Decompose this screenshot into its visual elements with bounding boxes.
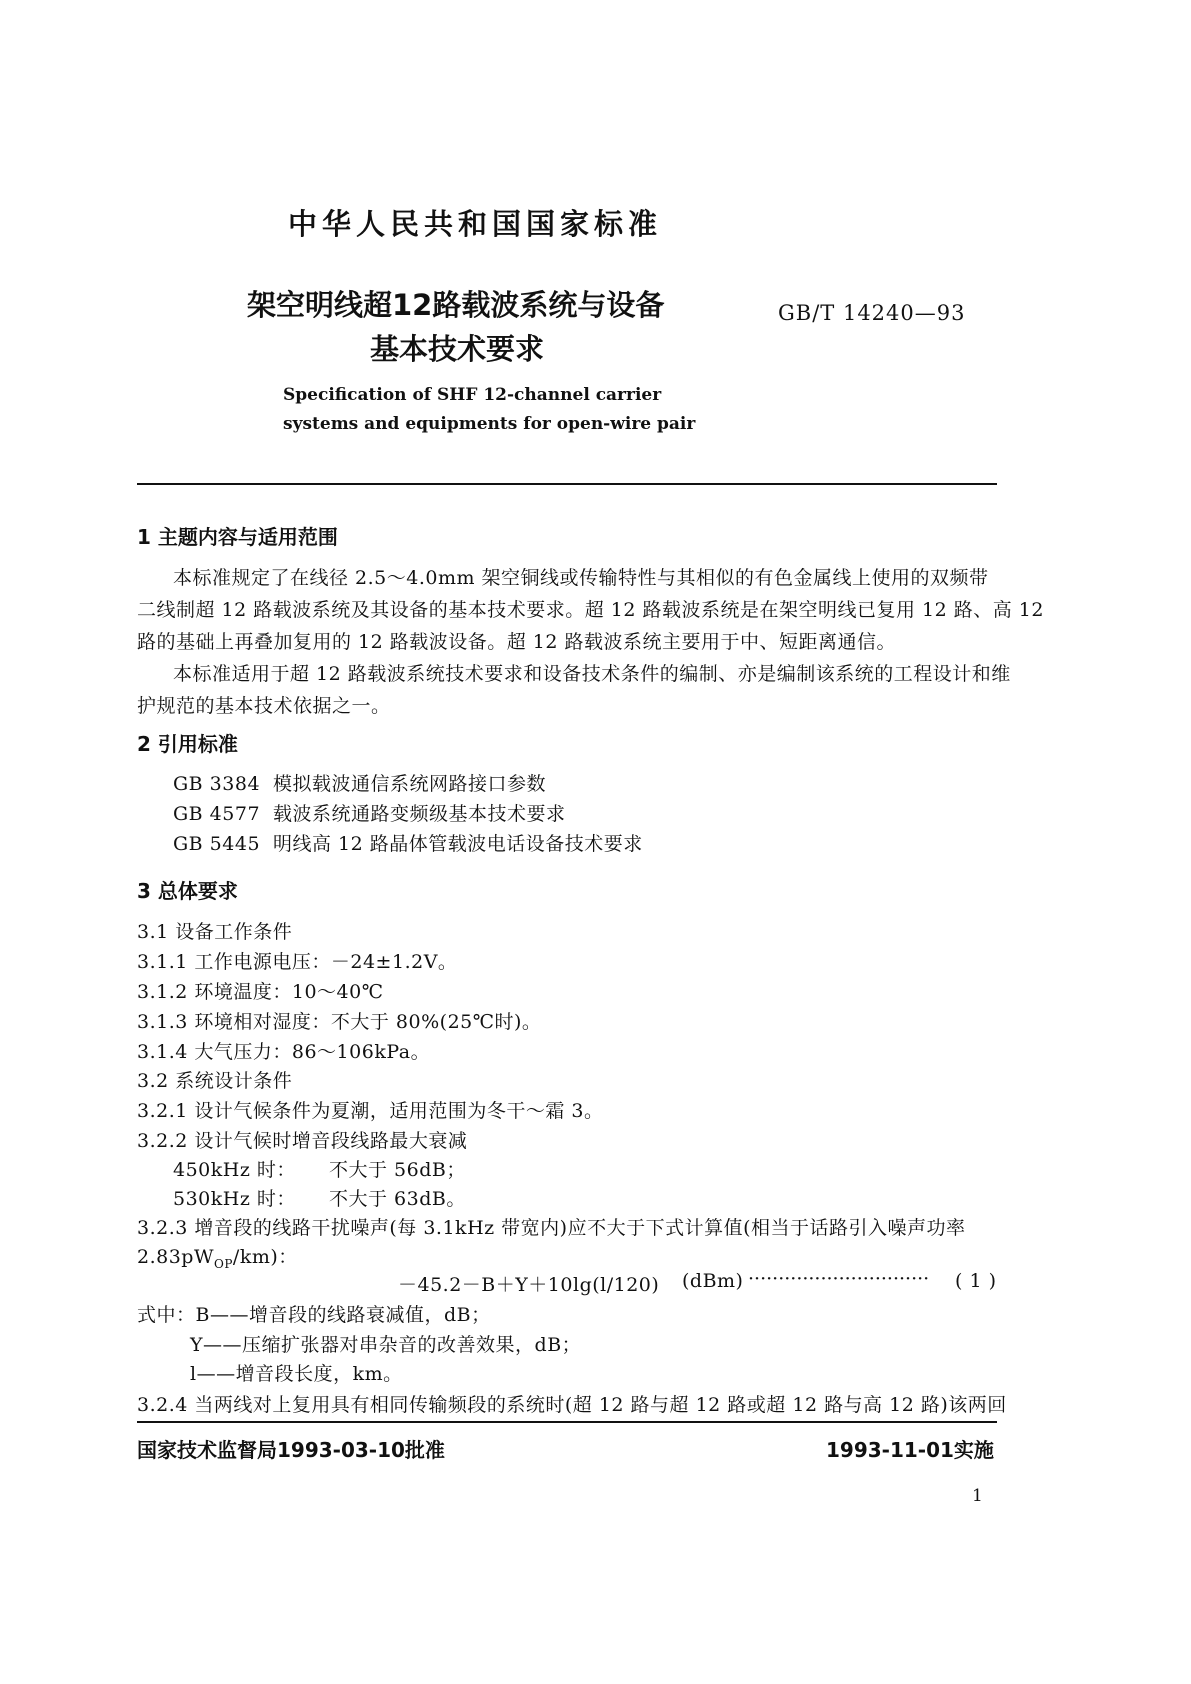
variable-definition-y: Y——压缩扩张器对串杂音的改善效果，dB； — [190, 1334, 582, 1356]
clause-3-2-4: 3.2.4 当两线对上复用具有相同传输频段的系统时(超 12 路与超 12 路或超 12 路与高 12 路)该两回 — [137, 1394, 1007, 1416]
section2-heading: 2 引用标准 — [137, 732, 238, 756]
standard-number: GB/T 14240—93 — [778, 301, 966, 325]
reference-title: 模拟载波通信系统网路接口参数 — [273, 773, 547, 795]
equation-expression: －45.2－B＋Y＋10lg(l/120) — [398, 1274, 660, 1296]
clause-3-2-2: 3.2.2 设计气候时增音段线路最大衰减 — [137, 1130, 468, 1152]
section1-para1-line3: 路的基础上再叠加复用的 12 路载波设备。超 12 路载波系统主要用于中、短距离通信。 — [137, 631, 897, 653]
equation-unit: (dBm) — [682, 1270, 744, 1292]
header-divider — [137, 483, 997, 485]
national-standard-label: 中华人民共和国国家标准 — [288, 207, 663, 241]
reference-title: 明线高 12 路晶体管载波电话设备技术要求 — [273, 833, 643, 855]
noise-power-tail: /km)： — [232, 1246, 298, 1268]
clause-3-1-2: 3.1.2 环境温度：10～40℃ — [137, 981, 384, 1003]
page-number: 1 — [972, 1486, 983, 1506]
reference-code: GB 5445 — [173, 833, 261, 855]
noise-power-subscript: OP — [214, 1256, 233, 1271]
section1-para2-line2: 护规范的基本技术依据之一。 — [137, 695, 391, 717]
clause-3-2-3-line2 — [137, 1242, 298, 1271]
noise-power: 2.83pW — [137, 1246, 214, 1268]
equation-number: ( 1 ) — [955, 1270, 997, 1292]
clause-3-2: 3.2 系统设计条件 — [137, 1070, 293, 1092]
clause-3-1-1: 3.1.1 工作电源电压：－24±1.2V。 — [137, 951, 458, 973]
attenuation-frequency: 530kHz 时： — [173, 1188, 296, 1210]
effective-date: 1993-11-01实施 — [826, 1438, 994, 1462]
footer-divider — [137, 1421, 997, 1423]
title-cn-line2: 基本技术要求 — [370, 332, 545, 366]
approval-date: 国家技术监督局1993-03-10批准 — [137, 1438, 445, 1462]
reference-code: GB 4577 — [173, 803, 261, 825]
reference-item — [173, 769, 546, 796]
clause-3-1-4: 3.1.4 大气压力：86～106kPa。 — [137, 1041, 431, 1063]
attenuation-row — [173, 1184, 466, 1211]
clause-3-2-1: 3.2.1 设计气候条件为夏潮，适用范围为冬干～霜 3。 — [137, 1100, 604, 1122]
attenuation-limit: 不大于 63dB。 — [329, 1188, 466, 1210]
section1-heading: 1 主题内容与适用范围 — [137, 525, 338, 549]
reference-item — [173, 799, 566, 826]
attenuation-frequency: 450kHz 时： — [173, 1159, 296, 1181]
clause-3-1: 3.1 设备工作条件 — [137, 921, 293, 943]
section3-heading: 3 总体要求 — [137, 879, 238, 903]
clause-3-1-3: 3.1.3 环境相对湿度：不大于 80%(25℃时)。 — [137, 1011, 542, 1033]
attenuation-row — [173, 1155, 466, 1182]
equation-leader-dots: ······························ — [748, 1268, 930, 1290]
reference-title: 载波系统通路变频级基本技术要求 — [273, 803, 566, 825]
variable-definition-l: l——增音段长度，km。 — [190, 1363, 403, 1385]
attenuation-limit: 不大于 56dB； — [329, 1159, 466, 1181]
section1-para1-line1: 本标准规定了在线径 2.5～4.0mm 架空铜线或传输特性与其相似的有色金属线上使用的双频带 — [173, 567, 989, 589]
variable-definition-b: 式中：B——增音段的线路衰减值，dB； — [137, 1304, 491, 1326]
section1-para1-line2: 二线制超 12 路载波系统及其设备的基本技术要求。超 12 路载波系统是在架空明线已复用 12 路、高 12 — [137, 599, 1044, 621]
title-cn-line1: 架空明线超12路载波系统与设备 — [247, 288, 665, 322]
title-en-line2: systems and equipments for open-wire pair — [283, 414, 696, 434]
section1-para2-line1: 本标准适用于超 12 路载波系统技术要求和设备技术条件的编制、亦是编制该系统的工程设计和维 — [173, 663, 1011, 685]
clause-3-2-3-line1: 3.2.3 增音段的线路干扰噪声(每 3.1kHz 带宽内)应不大于下式计算值(相当于话路引入噪声功率 — [137, 1217, 966, 1239]
title-en-line1: Specification of SHF 12-channel carrier — [283, 385, 662, 405]
reference-code: GB 3384 — [173, 773, 261, 795]
reference-item — [173, 829, 643, 856]
